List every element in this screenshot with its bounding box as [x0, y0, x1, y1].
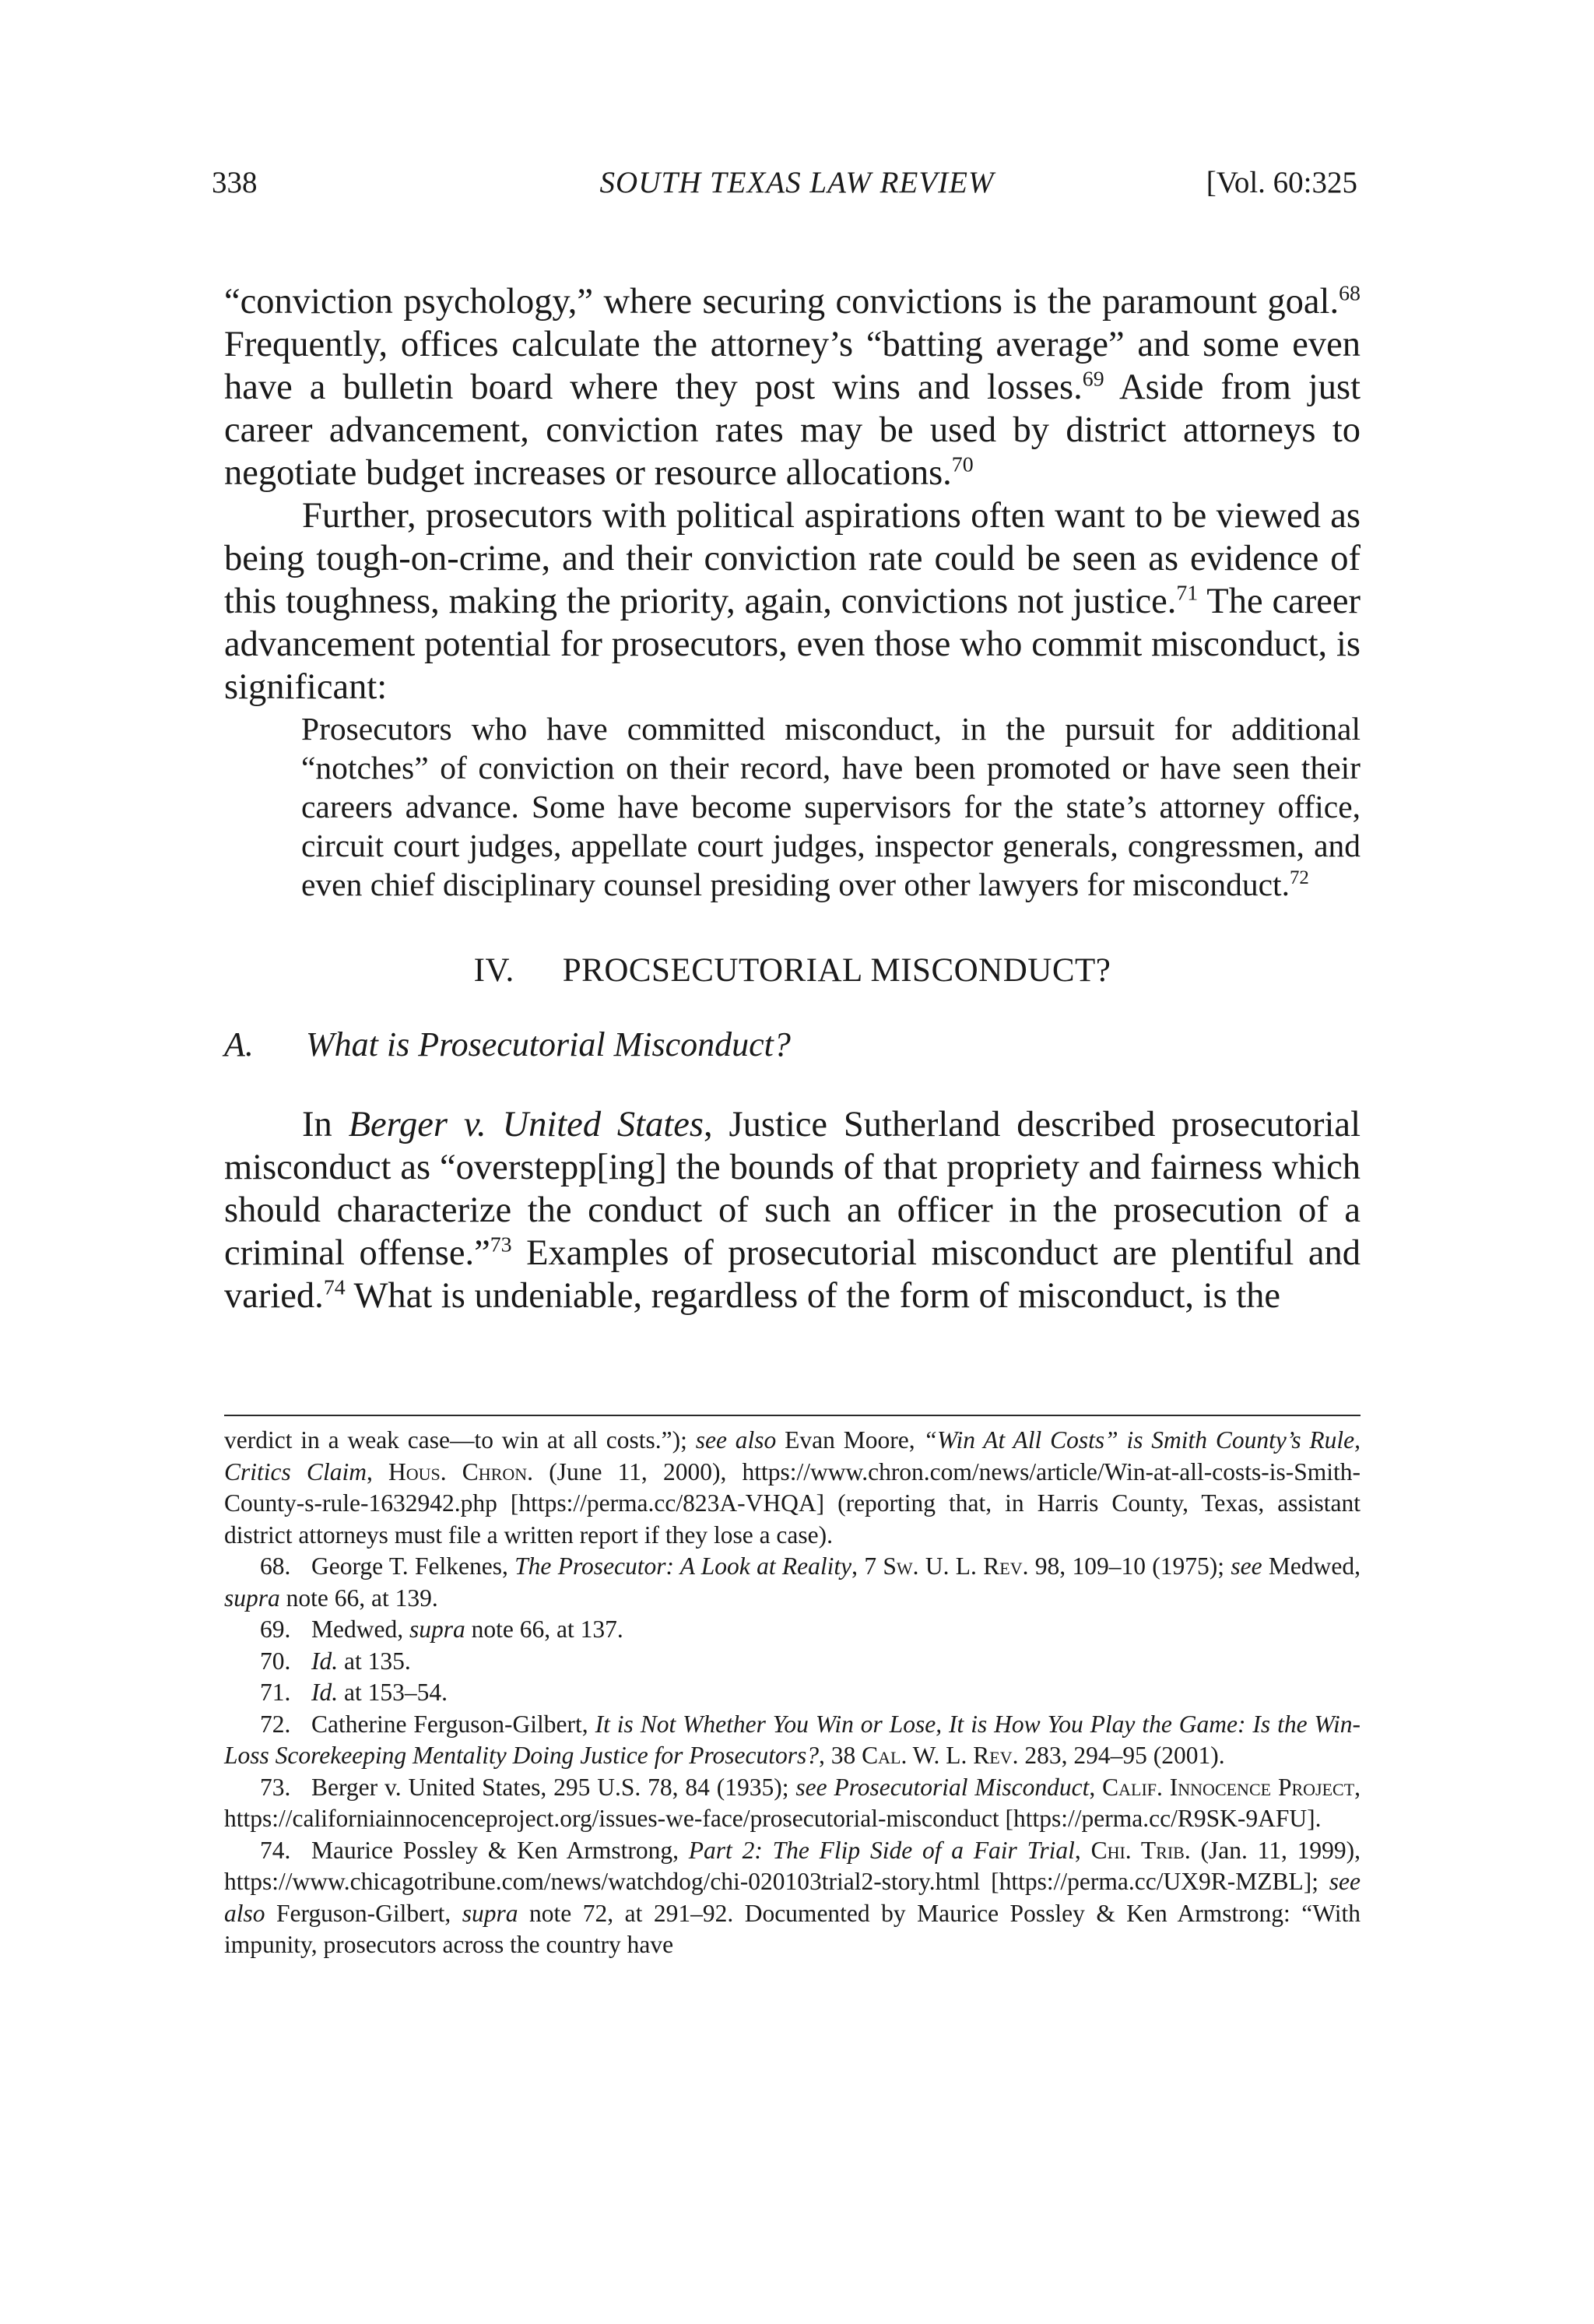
section-number: IV. [473, 952, 514, 989]
footnote-ref-73: 73 [490, 1232, 512, 1257]
case-name: Berger v. United States [348, 1105, 704, 1144]
page-number: 338 [212, 166, 258, 199]
footnote-ref-71: 71 [1176, 581, 1199, 606]
subsection-letter: A. [224, 1025, 254, 1064]
running-header [0, 165, 1594, 212]
paragraph-1: “conviction psychology,” where securing convictions is the paramount goal.$^{68}$ Frequently, offices calculate the attorney’s “batting average” and some even have a bulletin board where they post wins and losses.$^{69}$ Aside from just career advancement, conviction rates may be used by district attorneys to negotiate budget increases or resource allocations.$^{70}$ [224, 281, 1361, 493]
footnote-72: 72. Catherine Ferguson-Gilbert, It is Not Whether You Win or Lose, It is How You Play the Game: Is the Win-Loss Scorekeeping Mentality Doing Justice for Prosecutors?, 38 Cal. W. L. Rev. 283, 294–95 (2001). [224, 1710, 1361, 1769]
footnotes [224, 1425, 1361, 1961]
subsection-heading [224, 1023, 1361, 1066]
footnote-ref-70: 70 [951, 452, 974, 477]
footnote-69: 69. Medwed, supra note 66, at 137. [260, 1616, 623, 1643]
block-quote: Prosecutors who have committed misconduct, in the pursuit for additional “notches” of conviction on their record, have been promoted or have seen their careers advance. Some have become supervisors for the state’s attorney office, circuit court judges, appellate court judges, inspector generals, congressmen, and even chief disciplinary counsel presiding over other lawyers for misconduct.$^{72}$ [301, 711, 1361, 902]
footnote-68: 68. George T. Felkenes, The Prosecutor: A Look at Reality, 7 Sw. U. L. Rev. 98, 109–10 (1975); see Medwed, supra note 66, at 139. [224, 1552, 1361, 1612]
footnote-ref-68: 68 [1339, 281, 1361, 306]
footnote-73: 73. Berger v. United States, 295 U.S. 78, 84 (1935); see Prosecutorial Misconduct, Calif. Innocence Project, https://californiainnocenceproject.org/issues-we-face/prosecutorial-misconduct [https://perma.cc/R9SK-9AFU]. [224, 1773, 1361, 1832]
section-heading [224, 949, 1361, 992]
footnote-ref-72: 72 [1289, 867, 1309, 889]
footnote-continuation: verdict in a weak case—to win at all costs.”); see also Evan Moore, “Win At All Costs” is Smith County’s Rule, Critics Claim, Hous. Chron. (June 11, 2000), https://www.chron.com/news/article/Win-at-all-costs-is-Smith-County-s-rule-1632942.php [https://perma.cc/823A-VHQA] (reporting that, in Harris County, Texas, assistant district attorneys must file a written report if they lose a case). [224, 1426, 1361, 1549]
paragraph-2: Further, prosecutors with political aspirations often want to be viewed as being tough-on-crime, and their conviction rate could be seen as evidence of this toughness, making the priority, again, convictions not justice.$^{71}$ The career advancement potential for prosecutors, even those who commit misconduct, is significant: [224, 496, 1361, 707]
journal-title: SOUTH TEXAS LAW REVIEW [599, 166, 995, 199]
subsection-title: What is Prosecutorial Misconduct? [306, 1025, 791, 1064]
main-text [224, 280, 1361, 1317]
footnote-ref-74: 74 [323, 1275, 346, 1300]
footnote-74: 74. Maurice Possley & Ken Armstrong, Part 2: The Flip Side of a Fair Trial, Chi. Trib. (Jan. 11, 1999), https://www.chicagotribune.com/news/watchdog/chi-020103trial2-story.html [https://perma.cc/UX9R-MZBL]; see also Ferguson-Gilbert, supra note 72, at 291–92. Documented by Maurice Possley & Ken Armstrong: “With impunity, prosecutors across the country have [224, 1836, 1361, 1958]
section-title: PROCSECUTORIAL MISCONDUCT? [562, 952, 1111, 989]
paragraph-3: In Berger v. United States, Justice Sutherland described prosecutorial misconduct as “overstepp[ing] the bounds of that propriety and fairness which should characterize the conduct of such an officer in the prosecution of a criminal offense.”$^{73}$ Examples of prosecutorial misconduct are plentiful and varied.$^{74}$ What is undeniable, regardless of the form of misconduct, is the [224, 1105, 1361, 1316]
footnote-70: 70. Id. at 135. [260, 1647, 411, 1675]
footnote-ref-69: 69 [1082, 367, 1104, 392]
footnote-71: 71. Id. at 153–54. [260, 1679, 448, 1706]
footnote-divider [224, 1415, 1361, 1416]
volume-citation: [Vol. 60:325 [1206, 166, 1357, 199]
